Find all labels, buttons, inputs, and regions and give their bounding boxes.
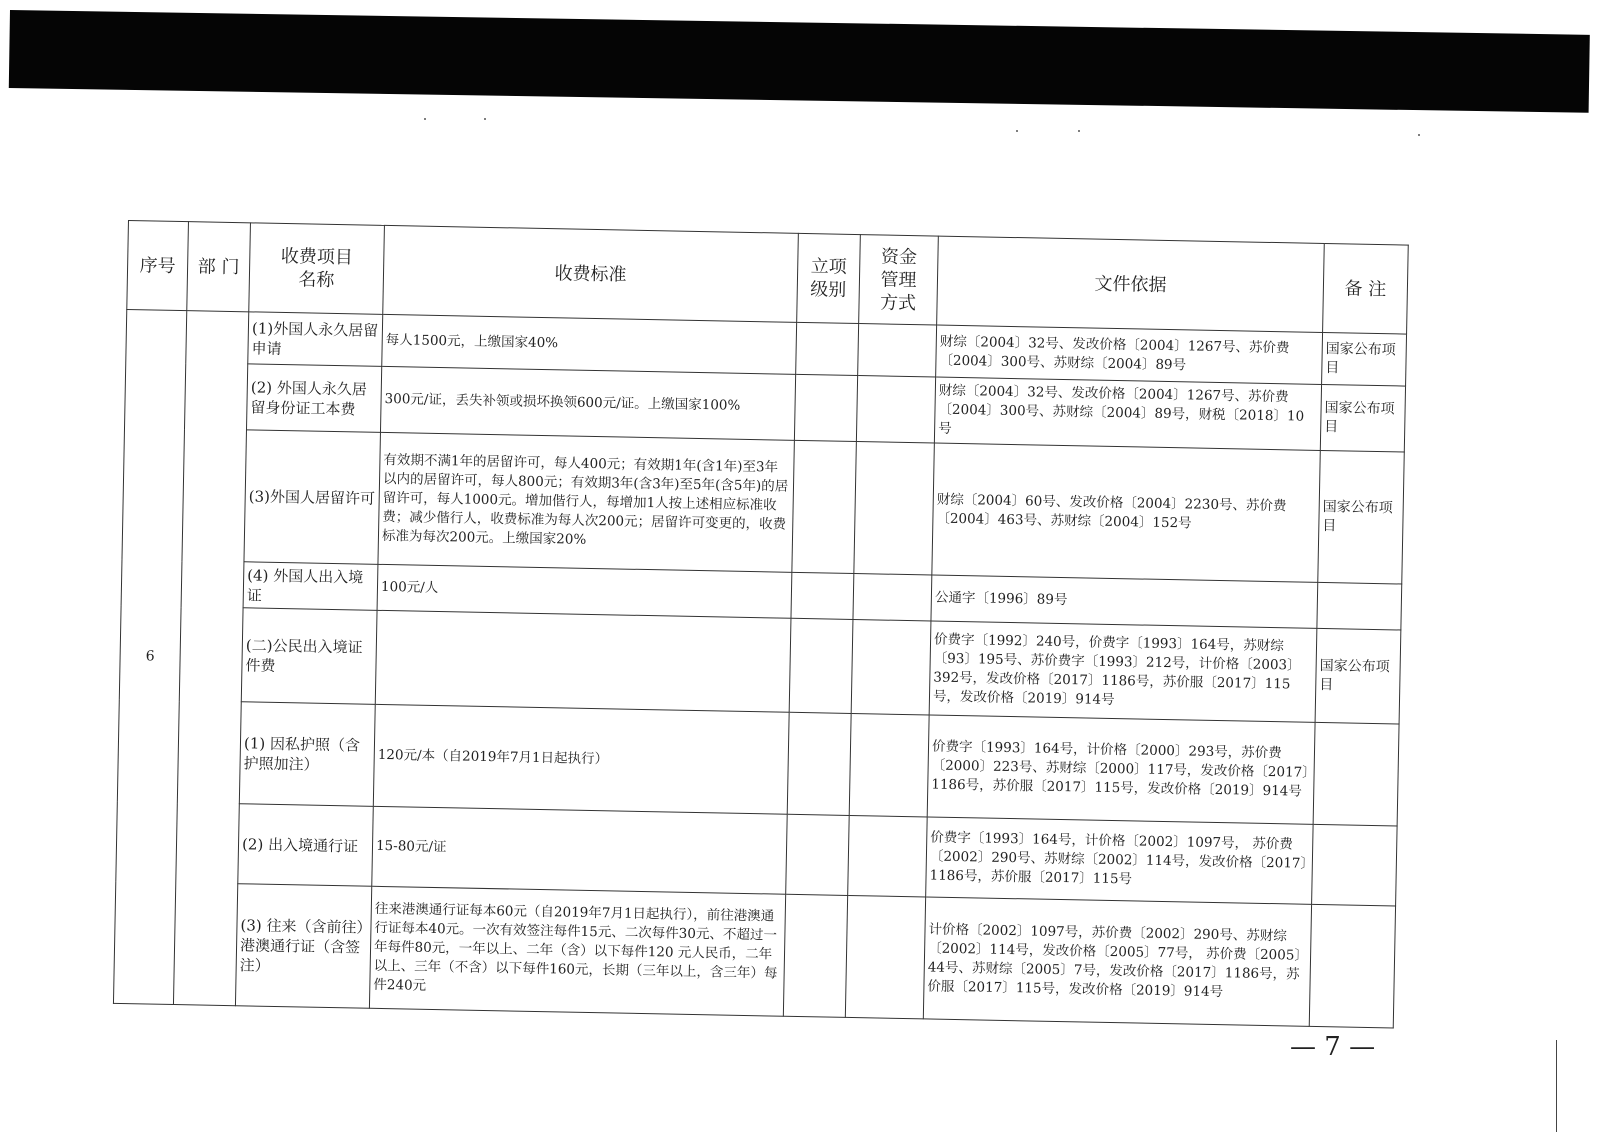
cell-note	[1313, 722, 1399, 826]
cell-level	[789, 618, 853, 713]
cell-standard: 每人1500元，上缴国家40%	[382, 314, 797, 374]
header-item-name: 收费项目 名称	[249, 223, 385, 315]
header-basis: 文件依据	[937, 236, 1325, 332]
cell-item-name: (1) 因私护照（含护照加注）	[239, 702, 375, 807]
cell-level	[786, 814, 850, 895]
cell-fund	[848, 815, 928, 896]
header-seq: 序号	[127, 221, 189, 311]
fee-table-sheet	[113, 220, 1409, 1028]
cell-item-name: (3) 往来（含前往）港澳通行证（含签注）	[235, 884, 371, 1009]
cell-note	[1312, 824, 1398, 906]
cell-basis: 价费字〔1993〕164号，计价格〔2000〕293号，苏价费〔2000〕223号、苏财综〔2000〕117号，发改价格〔2017〕1186号，苏价服〔2017〕115号，发改价格〔2019〕914号	[927, 715, 1315, 824]
cell-note	[1317, 582, 1402, 630]
table-row	[122, 427, 1404, 584]
cell-basis: 财综〔2004〕32号、发改价格〔2004〕1267号、苏价费〔2004〕300号、苏财综〔2004〕89号，财税〔2018〕10号	[934, 377, 1321, 450]
header-dept: 部 门	[187, 222, 251, 312]
cell-standard	[375, 610, 791, 712]
scan-black-bar	[9, 10, 1590, 113]
cell-item-name: (二)公民出入境证件费	[241, 608, 377, 705]
cell-item-name: (4) 外国人出入境证	[243, 562, 378, 611]
cell-fund	[851, 619, 931, 714]
cell-item-name: (2) 出入境通行证	[238, 804, 374, 887]
cell-seq: 6	[113, 309, 186, 1004]
cell-basis: 价费字〔1992〕240号，价费字〔1993〕164号，苏财综〔93〕195号、苏价费字〔1993〕212号，计价格〔2003〕392号，发改价格〔2017〕1186号，苏价服〔2017〕115号，发改价格〔2019〕914号	[929, 621, 1317, 722]
cell-item-name: (1)外国人永久居留申请	[248, 312, 383, 367]
cell-fund	[849, 713, 929, 816]
cell-item-name: (3)外国人居留许可	[244, 430, 381, 565]
cell-level	[796, 322, 859, 375]
cell-fund	[858, 324, 937, 377]
header-level: 立项 级别	[797, 233, 861, 323]
cell-level	[791, 572, 854, 619]
cell-fund	[853, 573, 932, 620]
cell-level	[783, 894, 847, 1017]
scan-edge-line	[1556, 1040, 1557, 1132]
page-number: — 7 —	[1290, 1032, 1376, 1062]
cell-standard: 有效期不满1年的居留许可，每人400元；有效期1年(含1年)至3年以内的居留许可，每人800元；有效期3年(含3年)至5年(含5年)的居留许可，每人1000元。增加偕行人，每增加1人按上述相应标准收费；减少偕行人，收费标准为每人次200元；居留许可变更的，收费标准为每次200元。上缴国家20%	[378, 432, 794, 572]
cell-level	[794, 374, 857, 441]
cell-fund	[856, 376, 935, 443]
header-fund: 资金 管理 方式	[859, 235, 939, 325]
header-note: 备 注	[1323, 243, 1409, 334]
cell-fund	[845, 895, 925, 1018]
header-standard: 收费标准	[383, 225, 799, 322]
cell-standard: 300元/证，丢失补领或损坏换领600元/证。上缴国家100%	[380, 366, 795, 440]
cell-fund	[854, 442, 935, 575]
cell-basis: 计价格〔2002〕1097号，苏价费〔2002〕290号、苏财综〔2002〕114号，发改价格〔2005〕77号， 苏价费〔2005〕44号、苏财综〔2005〕7号，发改价格〔2017〕1186号，苏价服〔2017〕115号，发改价格〔2019〕914号	[923, 897, 1311, 1026]
cell-basis: 价费字〔1993〕164号，计价格〔2002〕1097号， 苏价费〔2002〕290号、苏财综〔2002〕114号，发改价格〔2017〕1186号，苏价服〔2017〕115号	[926, 817, 1313, 904]
cell-note: 国家公布项目	[1318, 450, 1405, 584]
cell-note: 国家公布项目	[1315, 628, 1401, 724]
cell-note	[1309, 904, 1395, 1028]
cell-note: 国家公布项目	[1322, 332, 1407, 386]
cell-basis: 财综〔2004〕32号、发改价格〔2004〕1267号、苏价费〔2004〕300号、苏财综〔2004〕89号	[936, 325, 1323, 384]
cell-standard: 往来港澳通行证每本60元（自2019年7月1日起执行），前往港澳通行证每本40元。一次有效签注每件15元、二次每件30元、不超过一年每件80元，一年以上、二年（含）以下每件120 元人民币，二年以上、三年（不含）以下每件160元，长期（三年以上，含三年）每件240元	[369, 886, 785, 1016]
cell-basis: 公通字〔1996〕89号	[931, 575, 1318, 628]
table-row	[113, 881, 1395, 1028]
cell-standard: 120元/本（自2019年7月1日起执行）	[373, 704, 789, 814]
cell-basis: 财综〔2004〕60号、发改价格〔2004〕2230号、苏价费〔2004〕463号、苏财综〔2004〕152号	[932, 443, 1320, 582]
cell-level	[792, 440, 857, 573]
cell-note: 国家公布项目	[1320, 384, 1405, 452]
fee-table	[113, 220, 1409, 1028]
cell-item-name: (2) 外国人永久居留身份证工本费	[246, 364, 381, 433]
cell-standard: 100元/人	[377, 564, 792, 618]
cell-standard: 15-80元/证	[372, 806, 787, 894]
cell-level	[787, 712, 851, 815]
